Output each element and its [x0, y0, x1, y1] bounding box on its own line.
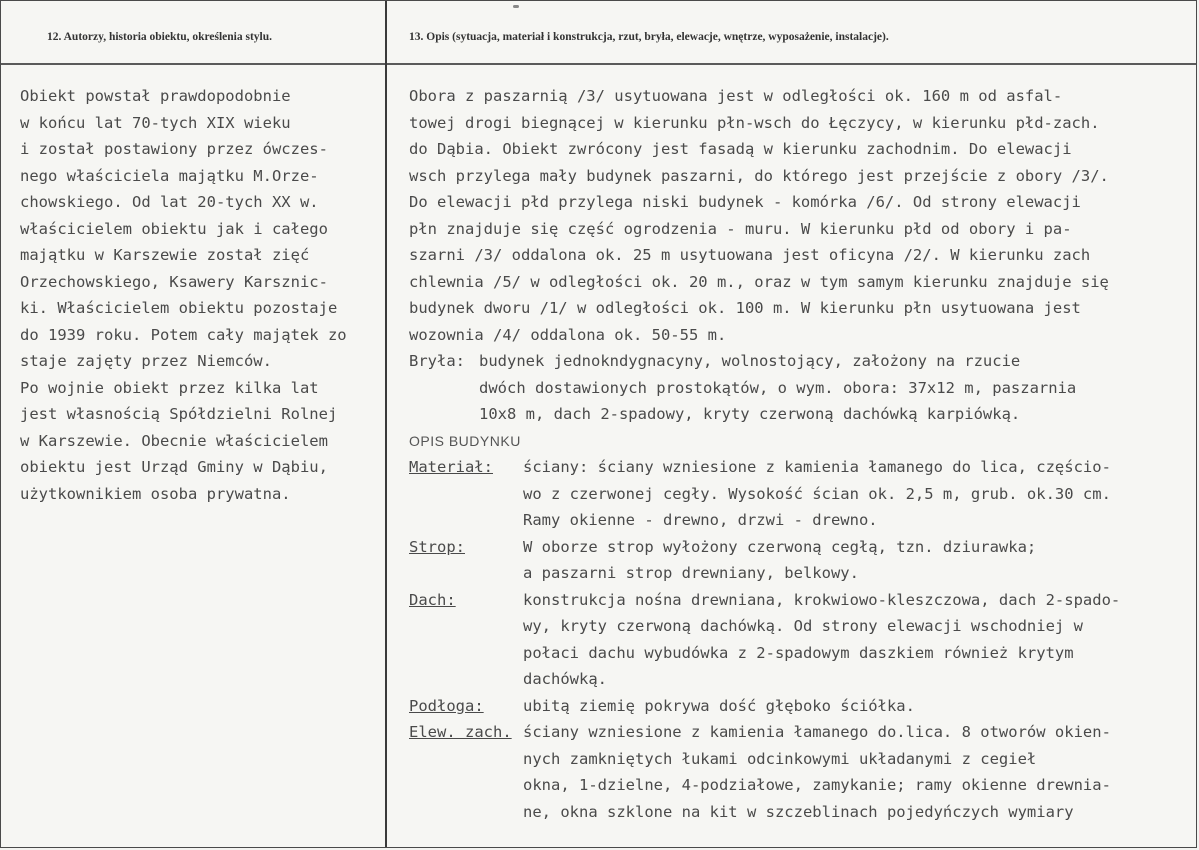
section-line: a paszarni strop drewniany, belkowy.: [523, 564, 859, 582]
location-line: budynek dworu /1/ w odległości ok. 100 m. W kierunku płn usytuowana jest: [409, 299, 1081, 317]
history-line: obiektu jest Urząd Gminy w Dąbiu,: [20, 458, 328, 476]
section-label: Podłoga:: [409, 696, 484, 715]
section-body: [523, 719, 1194, 825]
section-body: [523, 534, 1194, 587]
bryla-line: budynek jednokndygnacyny, wolnostojący, założony na rzucie: [479, 352, 1021, 370]
history-line: nego właściciela majątku M.Orze-: [20, 166, 319, 185]
location-paragraph: [409, 83, 1194, 348]
building-sections: [409, 454, 1194, 825]
location-line: wozownia /4/ oddalona ok. 50-55 m.: [409, 325, 727, 344]
section-line: wo z czerwonej cegły. Wysokość ścian ok. 2,5 m, grub. ok.30 cm.: [523, 484, 1111, 503]
description-section: [409, 719, 1194, 825]
location-line: towej drogi biegnącej w kierunku płn-wsch do Łęczycy, w kierunku płd-zach.: [409, 113, 1100, 132]
history-line: ki. Właścicielem obiektu pozostaje: [20, 299, 338, 317]
section-line: okna, 1-dzielne, 4-podziałowe, zamykanie; ramy okienne drewnia-: [523, 776, 1111, 794]
history-text: [20, 83, 382, 507]
header-rule-right: [387, 63, 1197, 65]
location-line: do Dąbia. Obiekt zwrócony jest fasadą w kierunku zachodnim. Do elewacji: [409, 140, 1072, 158]
section-line: ubitą ziemię pokrywa dość głęboko ściółka.: [523, 696, 915, 715]
section-body: [523, 693, 1194, 720]
location-line: szarni /3/ oddalona ok. 25 m usytuowana jest oficyna /2/. W kierunku zach: [409, 246, 1091, 264]
bryla-line: 10x8 m, dach 2-spadowy, kryty czerwoną dachówką karpiówką.: [479, 405, 1021, 423]
history-line: w Karszewie. Obecnie właścicielem: [20, 431, 328, 450]
location-line: wsch przylega mały budynek paszarni, do którego jest przejście z obory /3/.: [409, 166, 1109, 185]
bryla-line: dwóch dostawionych prostokątów, o wym. obora: 37x12 m, paszarnia: [479, 378, 1077, 397]
history-line: użytkownikiem osoba prywatna.: [20, 484, 291, 503]
section-13-heading: 13. Opis (sytuacja, materiał i konstrukcja, rzut, bryła, elewacje, wnętrze, wyposażenie, instalacje).: [409, 31, 889, 43]
section-label: Elew. zach.: [409, 723, 512, 741]
location-line: Do elewacji płd przylega niski budynek - komórka /6/. Od strony elewacji: [409, 193, 1081, 211]
section-line: nych zamkniętych łukami odcinkowymi układanymi z cegieł: [523, 749, 1037, 768]
section-label: Dach:: [409, 590, 456, 609]
location-line: płn znajduje się część ogrodzenia - muru. W kierunku płd od obory i pa-: [409, 219, 1072, 238]
section-label: Strop:: [409, 537, 465, 556]
history-line: do 1939 roku. Potem cały majątek zo: [20, 325, 347, 344]
bryla-label: Bryła:: [409, 352, 465, 370]
section-12-heading: 12. Autorzy, historia obiektu, określenia stylu.: [47, 31, 273, 43]
bryla-section: [409, 348, 1194, 428]
section-line: dachówką.: [523, 670, 607, 688]
location-line: Obora z paszarnią /3/ usytuowana jest w odległości ok. 160 m od asfal-: [409, 87, 1063, 105]
description-section: [409, 454, 1194, 534]
section-body: [523, 587, 1194, 693]
history-line: Orzechowskiego, Ksawery Karsznic-: [20, 272, 328, 291]
description-section: [409, 587, 1194, 693]
column-divider: [385, 1, 387, 848]
building-description-subheading: OPIS BUDYNKU: [409, 432, 521, 449]
history-line: Po wojnie obiekt przez kilka lat: [20, 378, 319, 397]
section-body: [523, 454, 1194, 534]
history-line: staje zajęty przez Niemców.: [20, 352, 272, 370]
history-line: właścicielem obiektu jak i całego: [20, 219, 328, 238]
history-line: Obiekt powstał prawdopodobnie: [20, 87, 291, 105]
bryla-body: [479, 348, 1194, 428]
section-line: wy, kryty czerwoną dachówką. Od strony elewacji wschodniej w: [523, 617, 1083, 635]
section-line: ściany: ściany wzniesione z kamienia łamanego do lica, częścio-: [523, 458, 1111, 476]
paper-mark: [513, 5, 519, 8]
section-line: ne, okna szklone na kit w szczeblinach pojedyńczych wymiary: [523, 802, 1074, 821]
description-section: [409, 693, 1194, 720]
section-line: połaci dachu wybudówka z 2-spadowym daszkiem również krytym: [523, 643, 1074, 662]
header-rule-left: [1, 63, 385, 65]
section-line: konstrukcja nośna drewniana, krokwiowo-kleszczowa, dach 2-spado-: [523, 590, 1121, 609]
section-line: W oborze strop wyłożony czerwoną cegłą, tzn. dziurawka;: [523, 537, 1037, 556]
history-line: w końcu lat 70-tych XIX wieku: [20, 113, 291, 132]
section-line: ściany wzniesione z kamienia łamanego do.lica. 8 otworów okien-: [523, 723, 1111, 741]
description-section: [409, 534, 1194, 587]
description-text: [409, 83, 1194, 825]
history-line: i został postawiony przez ówczes-: [20, 140, 328, 158]
section-label: Materiał:: [409, 458, 493, 476]
location-line: chlewnia /5/ w odległości ok. 20 m., oraz w tym samym kierunku znajduje się: [409, 272, 1109, 291]
section-line: Ramy okienne - drewno, drzwi - drewno.: [523, 511, 878, 529]
history-line: chowskiego. Od lat 20-tych XX w.: [20, 193, 319, 211]
history-line: jest własnością Spółdzielni Rolnej: [20, 405, 338, 423]
history-line: majątku w Karszewie został zięć: [20, 246, 310, 264]
